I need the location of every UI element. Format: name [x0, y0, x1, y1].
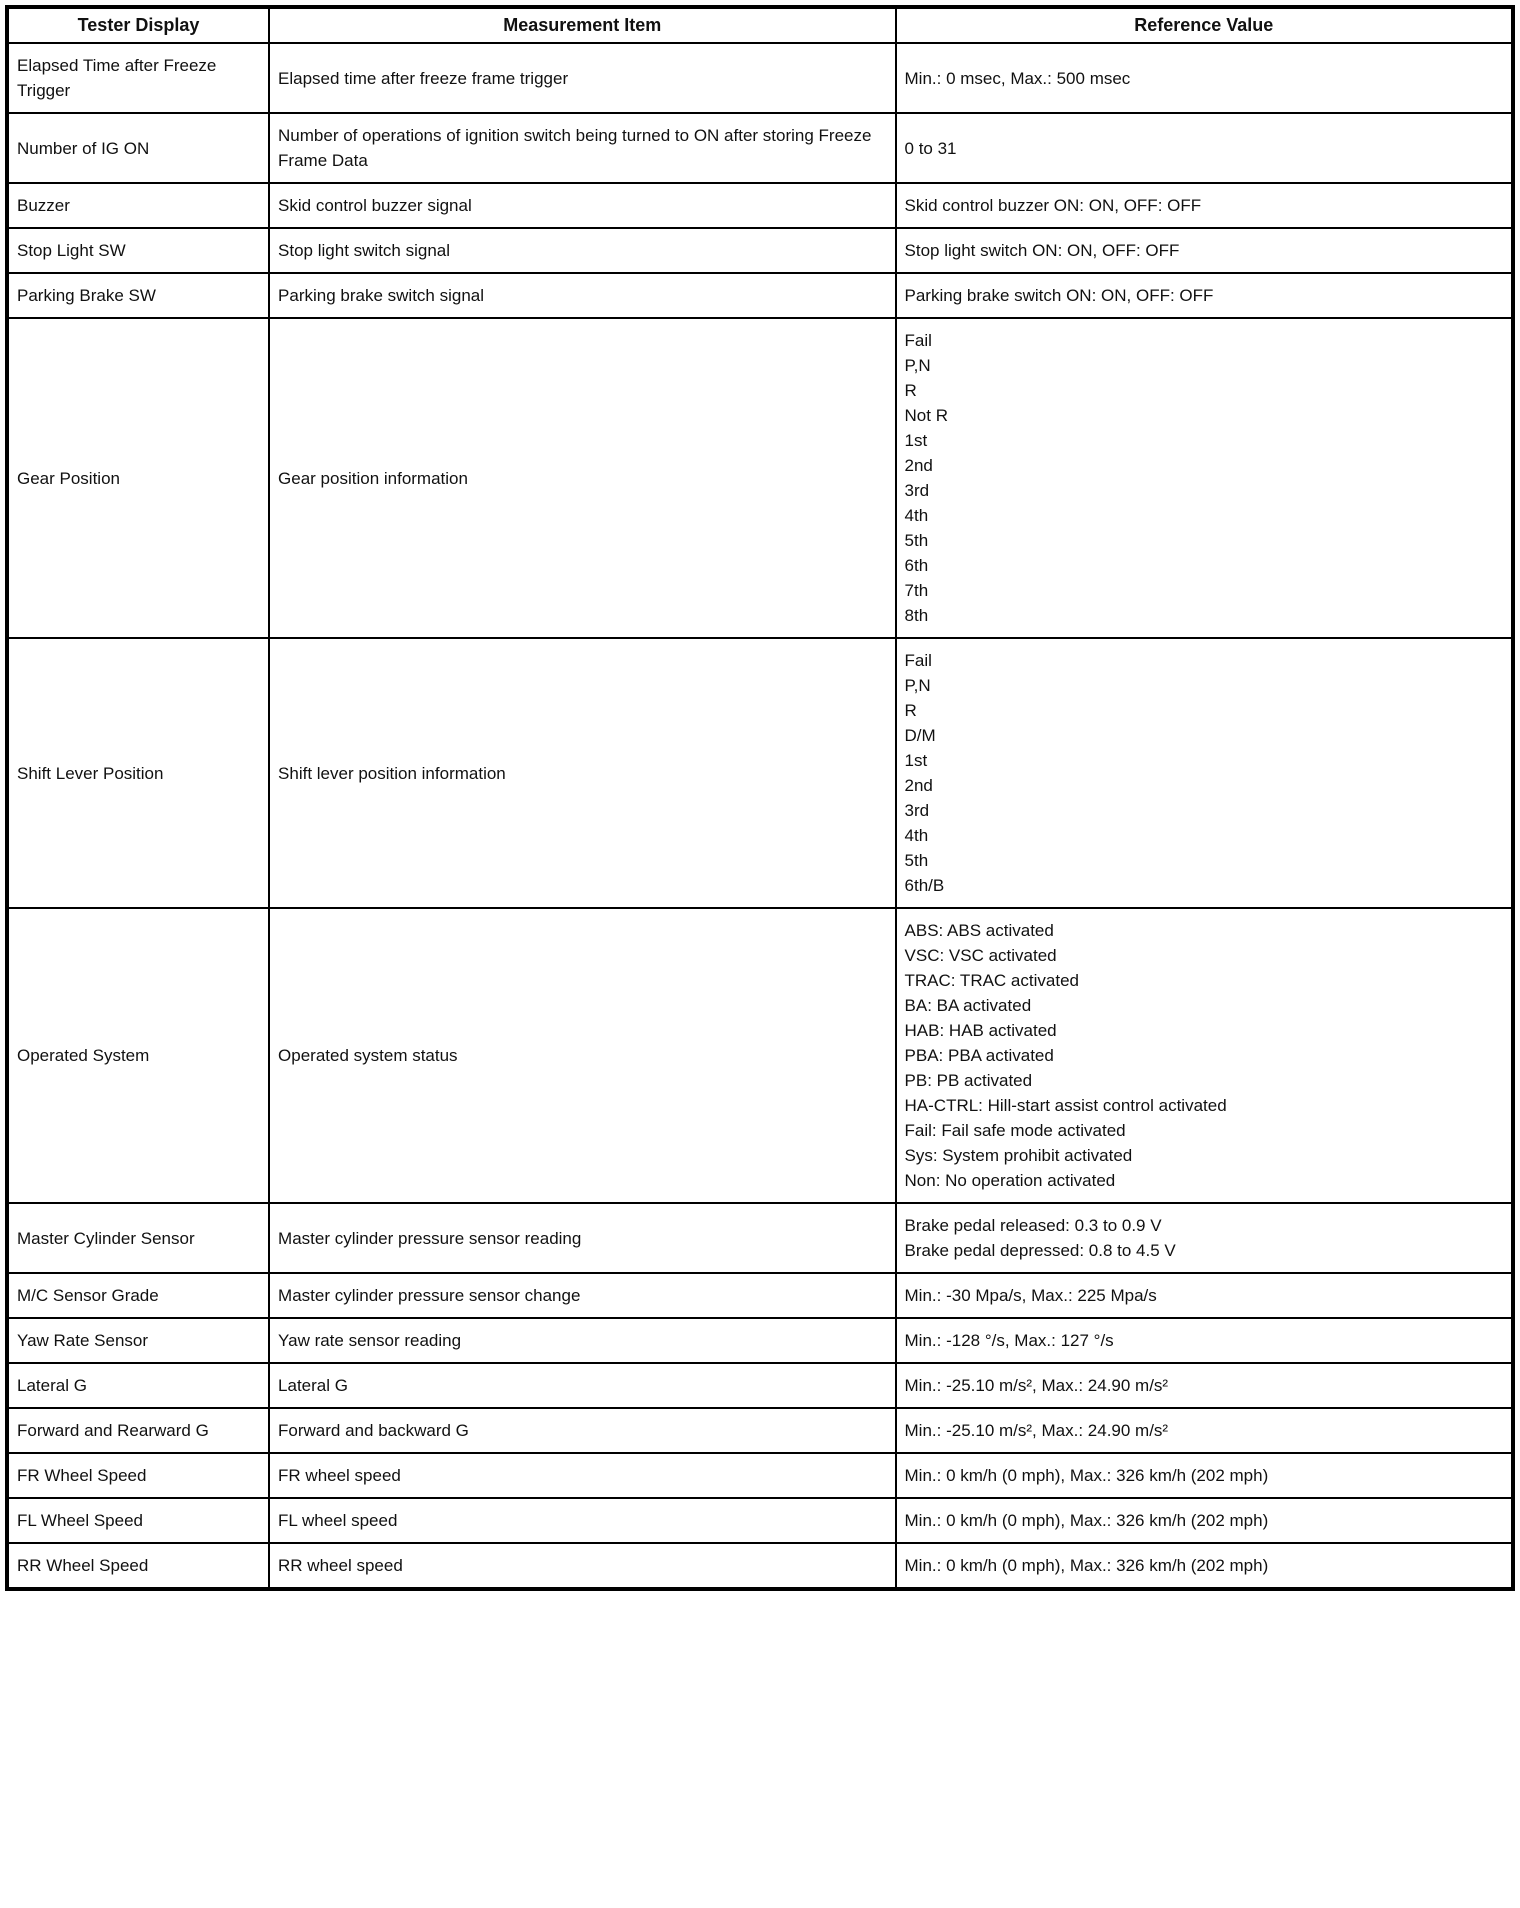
table-row — [7, 638, 1513, 908]
header-measurement-item: Measurement Item — [269, 7, 895, 43]
measurement-item-cell: FL wheel speed — [269, 1498, 895, 1543]
reference-value-line: HAB: HAB activated — [904, 1021, 1057, 1040]
header-reference-value: Reference Value — [896, 7, 1513, 43]
reference-value-cell — [896, 1363, 1513, 1408]
reference-value-line: Skid control buzzer ON: ON, OFF: OFF — [904, 196, 1202, 215]
reference-value-line: P,N — [904, 356, 931, 375]
reference-value-line: 0 to 31 — [904, 138, 957, 158]
reference-value-line: 6th/B — [904, 876, 945, 895]
tester-display-cell: Buzzer — [7, 183, 269, 228]
tester-display-cell: RR Wheel Speed — [7, 1543, 269, 1589]
reference-value-line: R — [904, 701, 917, 720]
reference-value-line: Min.: -25.10 m/s², Max.: 24.90 m/s² — [904, 1421, 1169, 1440]
tester-display-cell: Forward and Rearward G — [7, 1408, 269, 1453]
reference-value-line: PBA: PBA activated — [904, 1046, 1054, 1065]
table-row — [7, 113, 1513, 183]
reference-value-cell — [896, 1273, 1513, 1318]
table-row — [7, 228, 1513, 273]
tester-display-cell: Number of IG ON — [7, 113, 269, 183]
reference-value-line: Min.: 0 km/h (0 mph), Max.: 326 km/h (202 mph) — [904, 1466, 1269, 1485]
tester-display-cell: Master Cylinder Sensor — [7, 1203, 269, 1273]
table-row — [7, 1498, 1513, 1543]
reference-value-line: D/M — [904, 726, 936, 745]
reference-value-line: Fail: Fail safe mode activated — [904, 1121, 1126, 1140]
tester-display-cell: Yaw Rate Sensor — [7, 1318, 269, 1363]
reference-value-line: R — [904, 381, 917, 400]
reference-table — [5, 5, 1515, 1591]
measurement-item-cell: Shift lever position information — [269, 638, 895, 908]
table-row — [7, 273, 1513, 318]
reference-value-line: 7th — [904, 581, 929, 600]
tester-display-cell: Shift Lever Position — [7, 638, 269, 908]
reference-value-cell — [896, 1543, 1513, 1589]
reference-value-line: Not R — [904, 406, 948, 425]
table-row — [7, 908, 1513, 1203]
table-row — [7, 1273, 1513, 1318]
reference-value-line: TRAC: TRAC activated — [904, 971, 1079, 990]
reference-value-line: Sys: System prohibit activated — [904, 1146, 1133, 1165]
reference-value-line: 6th — [904, 556, 929, 575]
tester-display-cell: Gear Position — [7, 318, 269, 638]
reference-value-line: Min.: 0 km/h (0 mph), Max.: 326 km/h (202 mph) — [904, 1556, 1269, 1575]
reference-value-line: Min.: 0 msec, Max.: 500 msec — [904, 68, 1131, 88]
measurement-item-cell: Operated system status — [269, 908, 895, 1203]
table-row — [7, 318, 1513, 638]
measurement-item-cell: Master cylinder pressure sensor reading — [269, 1203, 895, 1273]
tester-display-cell: FL Wheel Speed — [7, 1498, 269, 1543]
reference-value-cell — [896, 1408, 1513, 1453]
reference-value-line: P,N — [904, 676, 931, 695]
measurement-item-cell: Stop light switch signal — [269, 228, 895, 273]
reference-value-line: HA-CTRL: Hill-start assist control activated — [904, 1096, 1227, 1115]
reference-value-line: Fail — [904, 331, 932, 350]
reference-value-cell — [896, 113, 1513, 183]
tester-display-cell: FR Wheel Speed — [7, 1453, 269, 1498]
reference-value-line: 2nd — [904, 776, 933, 795]
reference-value-line: Min.: -128 °/s, Max.: 127 °/s — [904, 1331, 1114, 1350]
reference-value-line: Parking brake switch ON: ON, OFF: OFF — [904, 286, 1214, 305]
measurement-item-cell: Lateral G — [269, 1363, 895, 1408]
reference-value-cell — [896, 638, 1513, 908]
reference-value-line: Brake pedal depressed: 0.8 to 4.5 V — [904, 1241, 1176, 1260]
reference-value-cell — [896, 1318, 1513, 1363]
reference-value-line: Min.: 0 km/h (0 mph), Max.: 326 km/h (202 mph) — [904, 1511, 1269, 1530]
reference-value-line: VSC: VSC activated — [904, 946, 1057, 965]
table-row — [7, 1408, 1513, 1453]
header-tester-display: Tester Display — [7, 7, 269, 43]
reference-value-cell — [896, 318, 1513, 638]
table-row — [7, 1363, 1513, 1408]
reference-value-line: 1st — [904, 431, 928, 450]
reference-value-cell — [896, 908, 1513, 1203]
reference-value-line: 5th — [904, 531, 929, 550]
reference-value-line: Fail — [904, 651, 932, 670]
reference-value-line: PB: PB activated — [904, 1071, 1033, 1090]
tester-display-cell: Parking Brake SW — [7, 273, 269, 318]
table-row — [7, 1453, 1513, 1498]
reference-value-line: ABS: ABS activated — [904, 921, 1054, 940]
table-row — [7, 43, 1513, 113]
reference-value-line: Non: No operation activated — [904, 1171, 1116, 1190]
reference-value-line: Stop light switch ON: ON, OFF: OFF — [904, 241, 1180, 260]
tester-display-cell: M/C Sensor Grade — [7, 1273, 269, 1318]
reference-value-line: 4th — [904, 826, 929, 845]
reference-value-line: 3rd — [904, 801, 930, 820]
table-row — [7, 1203, 1513, 1273]
table-header-row — [7, 7, 1513, 43]
measurement-item-cell: Parking brake switch signal — [269, 273, 895, 318]
tester-display-cell: Operated System — [7, 908, 269, 1203]
reference-value-line: 1st — [904, 751, 928, 770]
reference-value-cell — [896, 43, 1513, 113]
measurement-item-cell: Number of operations of ignition switch being turned to ON after storing Freeze Frame Data — [269, 113, 895, 183]
measurement-item-cell: Elapsed time after freeze frame trigger — [269, 43, 895, 113]
reference-value-cell — [896, 228, 1513, 273]
tester-display-cell: Elapsed Time after Freeze Trigger — [7, 43, 269, 113]
reference-value-line: 8th — [904, 606, 929, 625]
reference-value-cell — [896, 273, 1513, 318]
measurement-item-cell: FR wheel speed — [269, 1453, 895, 1498]
reference-value-line: Min.: -30 Mpa/s, Max.: 225 Mpa/s — [904, 1286, 1157, 1305]
reference-value-cell — [896, 1498, 1513, 1543]
reference-value-line: 3rd — [904, 481, 930, 500]
tester-display-cell: Lateral G — [7, 1363, 269, 1408]
reference-value-cell — [896, 1453, 1513, 1498]
table-body — [7, 43, 1513, 1589]
table-row — [7, 1318, 1513, 1363]
reference-value-line: BA: BA activated — [904, 996, 1032, 1015]
tester-display-cell: Stop Light SW — [7, 228, 269, 273]
table-row — [7, 1543, 1513, 1589]
measurement-item-cell: RR wheel speed — [269, 1543, 895, 1589]
measurement-item-cell: Yaw rate sensor reading — [269, 1318, 895, 1363]
table-row — [7, 183, 1513, 228]
reference-value-line: Brake pedal released: 0.3 to 0.9 V — [904, 1216, 1162, 1235]
measurement-item-cell: Forward and backward G — [269, 1408, 895, 1453]
reference-value-line: Min.: -25.10 m/s², Max.: 24.90 m/s² — [904, 1376, 1169, 1395]
reference-value-line: 5th — [904, 851, 929, 870]
reference-value-cell — [896, 183, 1513, 228]
reference-value-cell — [896, 1203, 1513, 1273]
reference-value-line: 2nd — [904, 456, 933, 475]
measurement-item-cell: Skid control buzzer signal — [269, 183, 895, 228]
reference-value-line: 4th — [904, 506, 929, 525]
measurement-item-cell: Master cylinder pressure sensor change — [269, 1273, 895, 1318]
measurement-item-cell: Gear position information — [269, 318, 895, 638]
